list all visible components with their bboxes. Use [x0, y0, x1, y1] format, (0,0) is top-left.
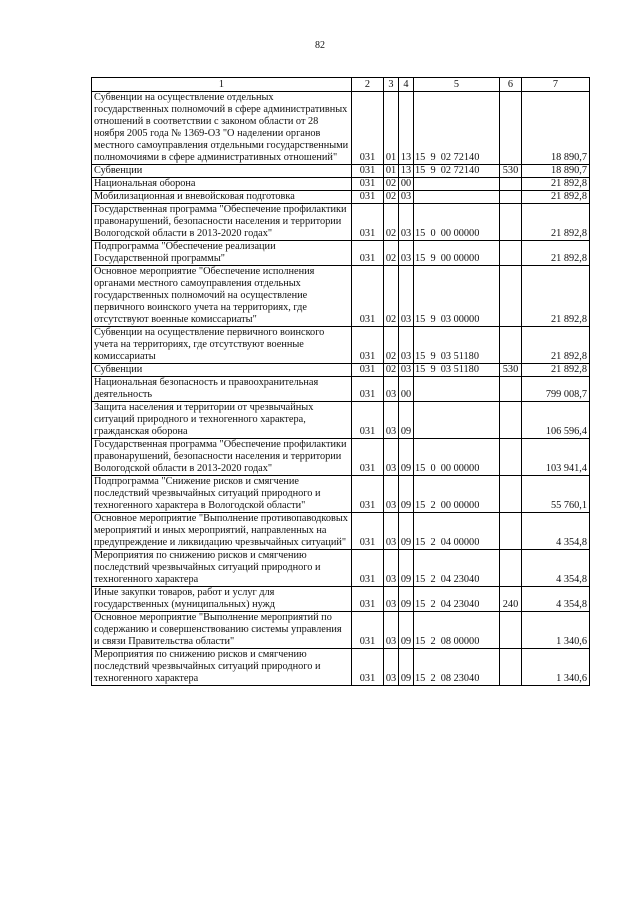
amount-cell: 103 941,4 — [522, 439, 590, 476]
target-article-cell: 15 0 00 00000 — [414, 204, 500, 241]
section-cell: 03 — [384, 402, 399, 439]
description-cell: Субвенции — [92, 165, 352, 178]
code-cell: 031 — [352, 266, 384, 327]
table-row — [92, 266, 590, 327]
description-cell: Субвенции на осуществление отдельных государственных полномочий в сфере административных отношений в соответствии с законом области от 28 ноября 2005 года № 1369-ОЗ "О наделении органов местного самоуправления отдельными государственными полномочиями в сфере административных отношений" — [92, 92, 352, 165]
target-article-cell: 15 2 08 00000 — [414, 612, 500, 649]
section-cell: 01 — [384, 165, 399, 178]
subsection-cell: 09 — [399, 649, 414, 686]
target-article-cell: 15 9 02 72140 — [414, 165, 500, 178]
target-article-cell: 15 2 04 23040 — [414, 550, 500, 587]
section-cell: 03 — [384, 377, 399, 402]
table-row — [92, 364, 590, 377]
subsection-cell: 09 — [399, 612, 414, 649]
amount-cell: 106 596,4 — [522, 402, 590, 439]
expense-type-cell — [500, 92, 522, 165]
expense-type-cell — [500, 439, 522, 476]
header-cell: 5 — [414, 78, 500, 92]
header-cell: 1 — [92, 78, 352, 92]
expense-type-cell — [500, 241, 522, 266]
amount-cell: 21 892,8 — [522, 191, 590, 204]
table-header-row — [92, 78, 590, 92]
table-row — [92, 513, 590, 550]
expense-type-cell — [500, 204, 522, 241]
budget-table — [91, 77, 590, 686]
description-cell: Основное мероприятие "Выполнение противопаводковых мероприятий и иных мероприятий, направленных на предупреждение и ликвидацию чрезвычайных ситуаций" — [92, 513, 352, 550]
header-cell: 2 — [352, 78, 384, 92]
description-cell: Защита населения и территории от чрезвычайных ситуаций природного и техногенного характера, гражданская оборона — [92, 402, 352, 439]
expense-type-cell — [500, 377, 522, 402]
section-cell: 03 — [384, 649, 399, 686]
expense-type-cell: 240 — [500, 587, 522, 612]
code-cell: 031 — [352, 204, 384, 241]
subsection-cell: 13 — [399, 165, 414, 178]
table-row — [92, 476, 590, 513]
amount-cell: 4 354,8 — [522, 550, 590, 587]
code-cell: 031 — [352, 377, 384, 402]
amount-cell: 21 892,8 — [522, 178, 590, 191]
expense-type-cell — [500, 612, 522, 649]
expense-type-cell — [500, 649, 522, 686]
code-cell: 031 — [352, 364, 384, 377]
header-cell: 3 — [384, 78, 399, 92]
expense-type-cell — [500, 178, 522, 191]
section-cell: 02 — [384, 241, 399, 266]
code-cell: 031 — [352, 402, 384, 439]
target-article-cell: 15 2 08 23040 — [414, 649, 500, 686]
subsection-cell: 03 — [399, 364, 414, 377]
section-cell: 03 — [384, 476, 399, 513]
description-cell: Субвенции — [92, 364, 352, 377]
section-cell: 02 — [384, 266, 399, 327]
description-cell: Подпрограмма "Обеспечение реализации Государственной программы" — [92, 241, 352, 266]
target-article-cell: 15 2 04 23040 — [414, 587, 500, 612]
subsection-cell: 09 — [399, 476, 414, 513]
subsection-cell: 00 — [399, 178, 414, 191]
expense-type-cell: 530 — [500, 165, 522, 178]
section-cell: 03 — [384, 550, 399, 587]
amount-cell: 55 760,1 — [522, 476, 590, 513]
amount-cell: 4 354,8 — [522, 587, 590, 612]
description-cell: Иные закупки товаров, работ и услуг для государственных (муниципальных) нужд — [92, 587, 352, 612]
expense-type-cell — [500, 550, 522, 587]
amount-cell: 21 892,8 — [522, 364, 590, 377]
expense-type-cell — [500, 327, 522, 364]
description-cell: Мероприятия по снижению рисков и смягчению последствий чрезвычайных ситуаций природного и техногенного характера — [92, 550, 352, 587]
subsection-cell: 03 — [399, 327, 414, 364]
table-row — [92, 550, 590, 587]
section-cell: 03 — [384, 612, 399, 649]
code-cell: 031 — [352, 327, 384, 364]
target-article-cell: 15 9 03 51180 — [414, 364, 500, 377]
table-row — [92, 439, 590, 476]
code-cell: 031 — [352, 612, 384, 649]
target-article-cell: 15 2 04 00000 — [414, 513, 500, 550]
amount-cell: 18 890,7 — [522, 92, 590, 165]
subsection-cell: 09 — [399, 402, 414, 439]
table-row — [92, 327, 590, 364]
subsection-cell: 09 — [399, 439, 414, 476]
section-cell: 03 — [384, 513, 399, 550]
table-row — [92, 191, 590, 204]
header-cell: 6 — [500, 78, 522, 92]
code-cell: 031 — [352, 649, 384, 686]
section-cell: 02 — [384, 191, 399, 204]
code-cell: 031 — [352, 476, 384, 513]
expense-type-cell — [500, 402, 522, 439]
code-cell: 031 — [352, 587, 384, 612]
code-cell: 031 — [352, 191, 384, 204]
target-article-cell: 15 9 03 00000 — [414, 266, 500, 327]
description-cell: Государственная программа "Обеспечение профилактики правонарушений, безопасности населения и территории Вологодской области в 2013-2020 годах" — [92, 204, 352, 241]
description-cell: Мероприятия по снижению рисков и смягчению последствий чрезвычайных ситуаций природного и техногенного характера — [92, 649, 352, 686]
description-cell: Основное мероприятие "Обеспечение исполнения органами местного самоуправления отдельных государственных полномочий на осуществление первичного воинского учета на территориях, где отсутствуют военные комиссариаты" — [92, 266, 352, 327]
code-cell: 031 — [352, 178, 384, 191]
page-number: 82 — [315, 40, 325, 51]
section-cell: 03 — [384, 587, 399, 612]
header-cell: 7 — [522, 78, 590, 92]
description-cell: Национальная безопасность и правоохранительная деятельность — [92, 377, 352, 402]
subsection-cell: 03 — [399, 241, 414, 266]
amount-cell: 1 340,6 — [522, 649, 590, 686]
amount-cell: 21 892,8 — [522, 266, 590, 327]
code-cell: 031 — [352, 550, 384, 587]
subsection-cell: 03 — [399, 191, 414, 204]
expense-type-cell: 530 — [500, 364, 522, 377]
code-cell: 031 — [352, 241, 384, 266]
subsection-cell: 09 — [399, 513, 414, 550]
expense-type-cell — [500, 266, 522, 327]
code-cell: 031 — [352, 165, 384, 178]
subsection-cell: 09 — [399, 587, 414, 612]
table-row — [92, 204, 590, 241]
amount-cell: 18 890,7 — [522, 165, 590, 178]
section-cell: 02 — [384, 364, 399, 377]
table-row — [92, 377, 590, 402]
table-row — [92, 612, 590, 649]
section-cell: 01 — [384, 92, 399, 165]
target-article-cell: 15 2 00 00000 — [414, 476, 500, 513]
description-cell: Субвенции на осуществление первичного воинского учета на территориях, где отсутствуют военные комиссариаты — [92, 327, 352, 364]
target-article-cell: 15 0 00 00000 — [414, 439, 500, 476]
subsection-cell: 00 — [399, 377, 414, 402]
subsection-cell: 03 — [399, 204, 414, 241]
table-row — [92, 241, 590, 266]
expense-type-cell — [500, 513, 522, 550]
table-row — [92, 92, 590, 165]
amount-cell: 1 340,6 — [522, 612, 590, 649]
target-article-cell: 15 9 00 00000 — [414, 241, 500, 266]
code-cell: 031 — [352, 92, 384, 165]
table-row — [92, 587, 590, 612]
table-row — [92, 165, 590, 178]
section-cell: 03 — [384, 439, 399, 476]
amount-cell: 21 892,8 — [522, 327, 590, 364]
subsection-cell: 03 — [399, 266, 414, 327]
description-cell: Государственная программа "Обеспечение профилактики правонарушений, безопасности населения и территории Вологодской области в 2013-2020 годах" — [92, 439, 352, 476]
table-row — [92, 402, 590, 439]
expense-type-cell — [500, 476, 522, 513]
target-article-cell — [414, 178, 500, 191]
amount-cell: 799 008,7 — [522, 377, 590, 402]
target-article-cell: 15 9 02 72140 — [414, 92, 500, 165]
section-cell: 02 — [384, 327, 399, 364]
description-cell: Мобилизационная и вневойсковая подготовка — [92, 191, 352, 204]
code-cell: 031 — [352, 439, 384, 476]
section-cell: 02 — [384, 204, 399, 241]
section-cell: 02 — [384, 178, 399, 191]
target-article-cell — [414, 402, 500, 439]
amount-cell: 21 892,8 — [522, 204, 590, 241]
table-row — [92, 178, 590, 191]
amount-cell: 21 892,8 — [522, 241, 590, 266]
description-cell: Подпрограмма "Снижение рисков и смягчение последствий чрезвычайных ситуаций природного и техногенного характера в Вологодской области" — [92, 476, 352, 513]
target-article-cell: 15 9 03 51180 — [414, 327, 500, 364]
amount-cell: 4 354,8 — [522, 513, 590, 550]
target-article-cell — [414, 377, 500, 402]
description-cell: Основное мероприятие "Выполнение мероприятий по содержанию и совершенствованию системы управления и связи Правительства области" — [92, 612, 352, 649]
target-article-cell — [414, 191, 500, 204]
expense-type-cell — [500, 191, 522, 204]
header-cell: 4 — [399, 78, 414, 92]
code-cell: 031 — [352, 513, 384, 550]
subsection-cell: 09 — [399, 550, 414, 587]
table-row — [92, 649, 590, 686]
description-cell: Национальная оборона — [92, 178, 352, 191]
subsection-cell: 13 — [399, 92, 414, 165]
